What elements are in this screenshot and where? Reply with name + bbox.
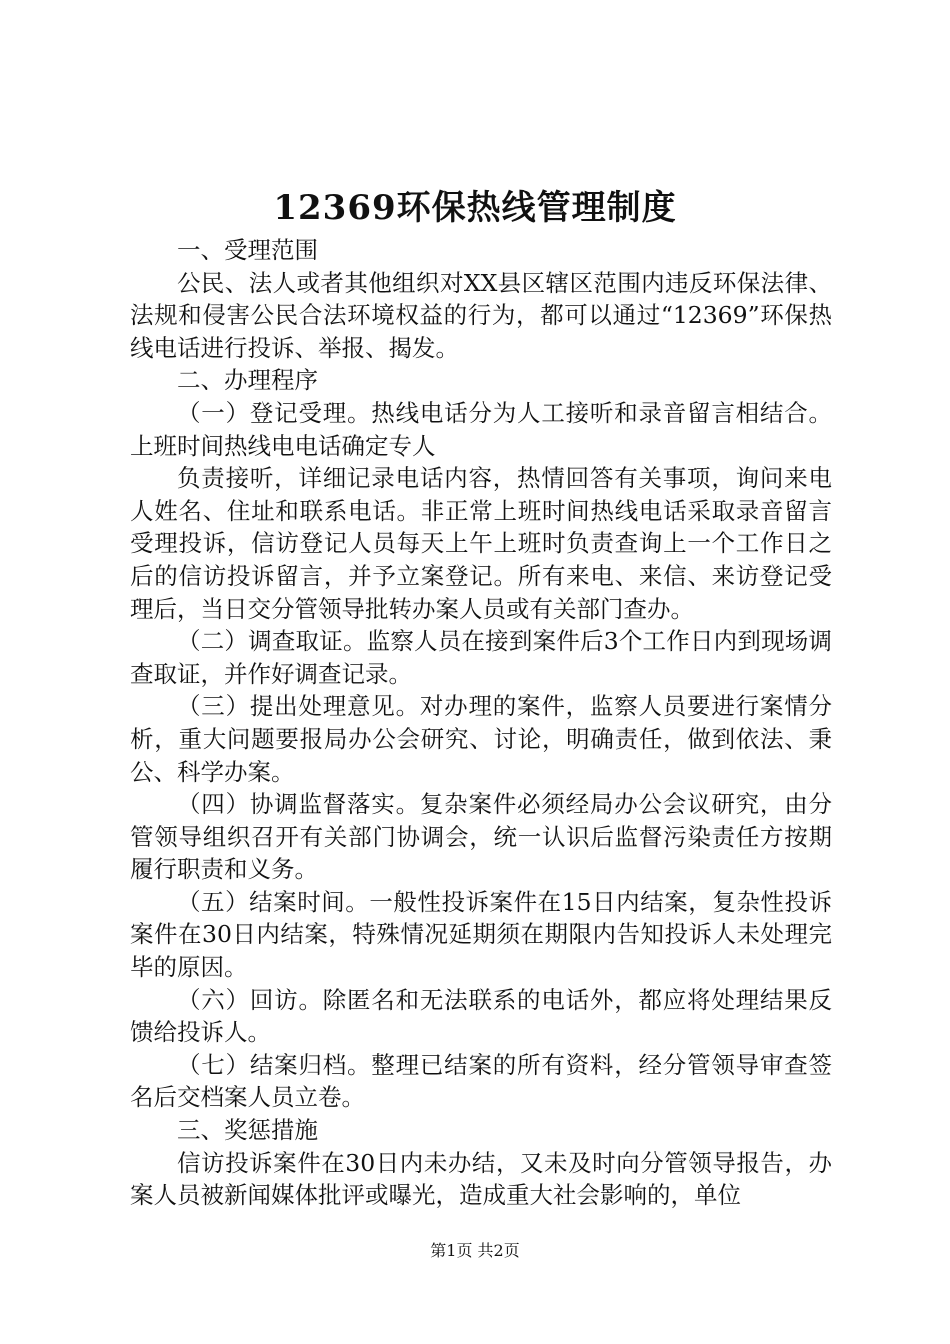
paragraph-rewards: 信访投诉案件在30日内未办结，又未及时向分管领导报告，办案人员被新闻媒体批评或曝光，造成重大社会影响的，单位 bbox=[130, 1148, 832, 1210]
paragraph-scope: 公民、法人或者其他组织对XX县区辖区范围内违反环保法律、法规和侵害公民合法环境权益的行为，都可以通过“12369”环保热线电话进行投诉、举报、揭发。 bbox=[130, 268, 832, 362]
paragraph-archiving: （七）结案归档。整理已结案的所有资料，经分管领导审查签名后交档案人员立卷。 bbox=[130, 1050, 832, 1112]
paragraph-follow-up: （六）回访。除匿名和无法联系的电话外，都应将处理结果反馈给投诉人。 bbox=[130, 985, 832, 1047]
paragraph-coordination: （四）协调监督落实。复杂案件必须经局办公会议研究，由分管领导组织召开有关部门协调会，统一认识后监督污染责任方按期履行职责和义务。 bbox=[130, 790, 832, 884]
paragraph-handling-opinion: （三）提出处理意见。对办理的案件，监察人员要进行案情分析，重大问题要报局办公会研究、讨论，明确责任，做到依法、秉公、科学办案。 bbox=[130, 692, 832, 786]
section-heading-procedure: 二、办理程序 bbox=[177, 366, 318, 395]
document-body bbox=[130, 234, 832, 1212]
paragraph-registration: （一）登记受理。热线电话分为人工接听和录音留言相结合。上班时间热线电电话确定专人 bbox=[130, 398, 832, 460]
section-heading-scope: 一、受理范围 bbox=[177, 236, 318, 264]
paragraph-answering: 负责接听，详细记录电话内容，热情回答有关事项，询问来电人姓名、住址和联系电话。非正常上班时间热线电话采取录音留言受理投诉，信访登记人员每天上午上班时负责查询上一个工作日之后的信访投诉留言，并予立案登记。所有来电、来信、来访登记受理后，当日交分管领导批转办案人员或有关部门查办。 bbox=[130, 464, 832, 623]
paragraph-investigation: （二）调查取证。监察人员在接到案件后3个工作日内到现场调查取证，并作好调查记录。 bbox=[130, 627, 832, 688]
paragraph-closing-time: （五）结案时间。一般性投诉案件在15日内结案，复杂性投诉案件在30日内结案，特殊情况延期须在期限内告知投诉人未处理完毕的原因。 bbox=[130, 887, 832, 982]
document-title: 12369环保热线管理制度 bbox=[273, 188, 677, 228]
page-footer: 第1页 共2页 bbox=[430, 1241, 520, 1260]
section-heading-rewards: 三、奖惩措施 bbox=[177, 1116, 318, 1145]
